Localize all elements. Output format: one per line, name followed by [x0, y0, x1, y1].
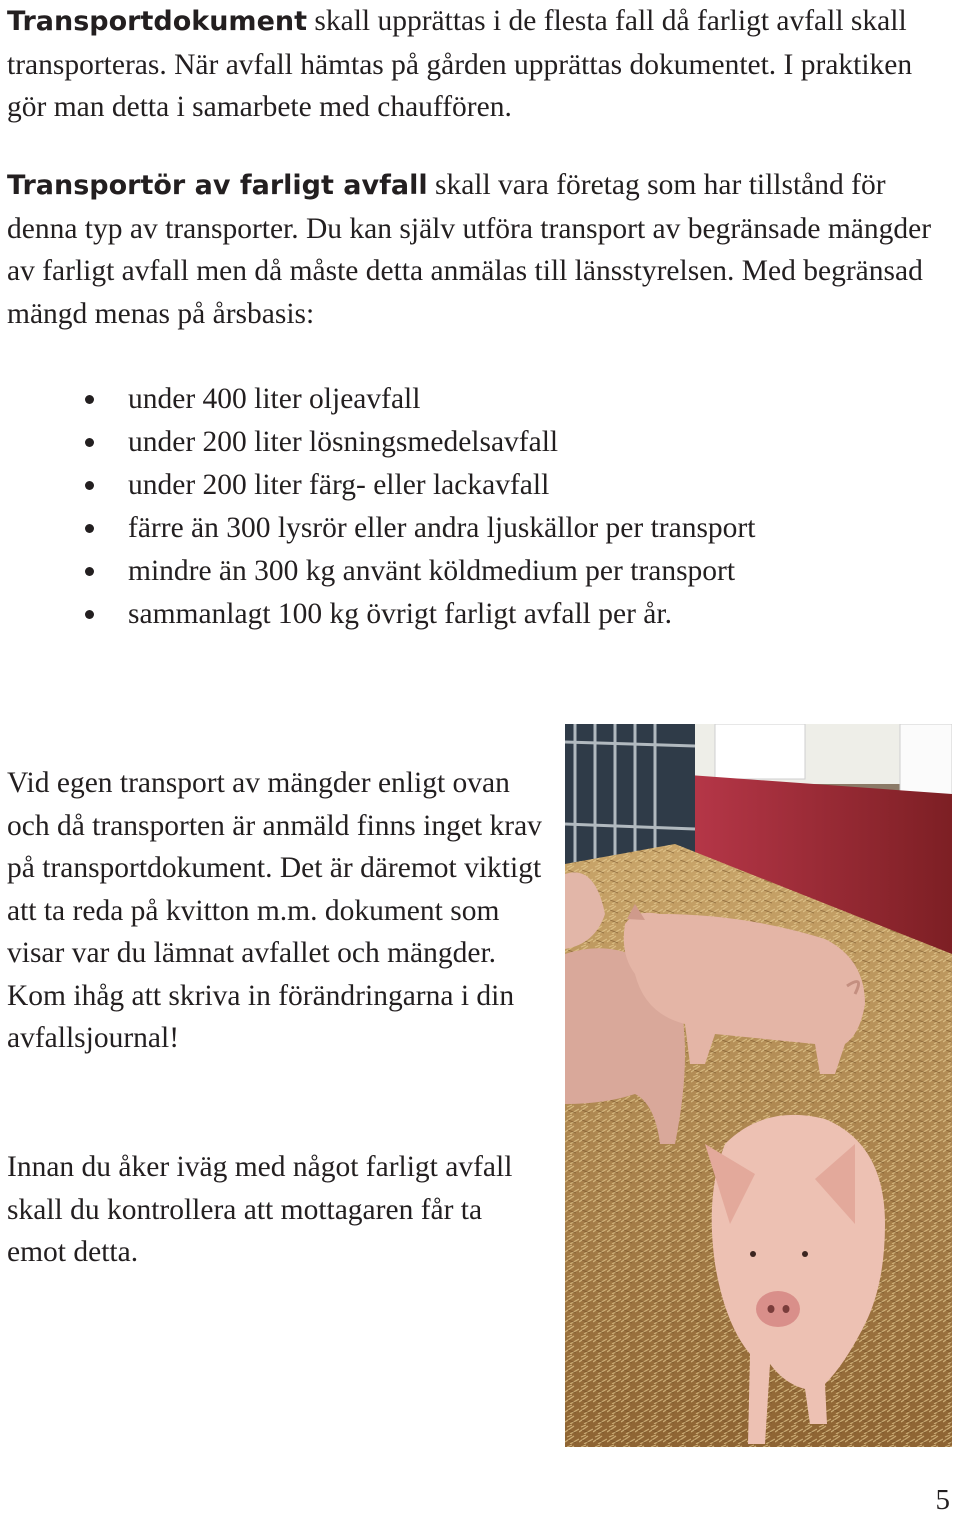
bullet-icon: [85, 610, 94, 619]
paragraph-check-receiver: Innan du åker iväg med något farligt avfall skall du kontrollera att mottagaren får ta emot detta.: [7, 1151, 513, 1268]
list-item: [80, 421, 755, 464]
bullet-icon: [85, 395, 94, 404]
list-item-text: mindre än 300 kg använt köldmedium per transport: [128, 555, 736, 587]
list-item-text: under 400 liter oljeavfall: [128, 383, 421, 415]
list-item-text: sammanlagt 100 kg övrigt farligt avfall per år.: [128, 598, 672, 630]
lead-term-transportdokument: Transportdokument: [7, 6, 308, 37]
bullet-icon: [85, 567, 94, 576]
list-item-text: under 200 liter färg- eller lackavfall: [128, 469, 550, 501]
list-item: [80, 378, 755, 421]
list-item-text: färre än 300 lysrör eller andra ljuskällor per transport: [128, 512, 756, 544]
bullet-icon: [85, 481, 94, 490]
pigs-in-pen-photo: [565, 724, 952, 1447]
list-item: [80, 593, 755, 636]
paragraph-body: skall vara företag som har tillstånd för denna typ av transporter. Du kan själv utföra transport av begränsade mängder av farligt avfall men då måste detta anmälas till länsstyrelsen. Med begränsad mängd menas på årsbasis:: [7, 169, 932, 330]
paragraph-own-transport: Vid egen transport av mängder enligt ovan och då transporten är anmäld finns inget krav på transportdokument. Det är däremot viktigt att ta reda på kvitton m.m. dokument som visar var du lämnat avfallet och mängder. Kom ihåg att skriva in förändringarna i din avfallsjournal!: [7, 767, 542, 1054]
bullet-icon: [85, 438, 94, 447]
page-number: 5: [935, 1484, 950, 1516]
limits-list: [80, 378, 755, 636]
paragraph-transporter: [7, 164, 952, 335]
list-item: [80, 507, 755, 550]
paragraph-transport-document: [7, 0, 952, 129]
lead-term-transportor: Transportör av farligt avfall: [7, 170, 428, 201]
list-item: [80, 550, 755, 593]
list-item: [80, 464, 755, 507]
paragraph-body: skall upprättas i de flesta fall då farligt avfall skall transporteras. När avfall hämtas på gården upprättas dokumentet. I praktiken gör man detta i samarbete med chauffören.: [7, 5, 913, 123]
bullet-icon: [85, 524, 94, 533]
list-item-text: under 200 liter lösningsmedelsavfall: [128, 426, 559, 458]
